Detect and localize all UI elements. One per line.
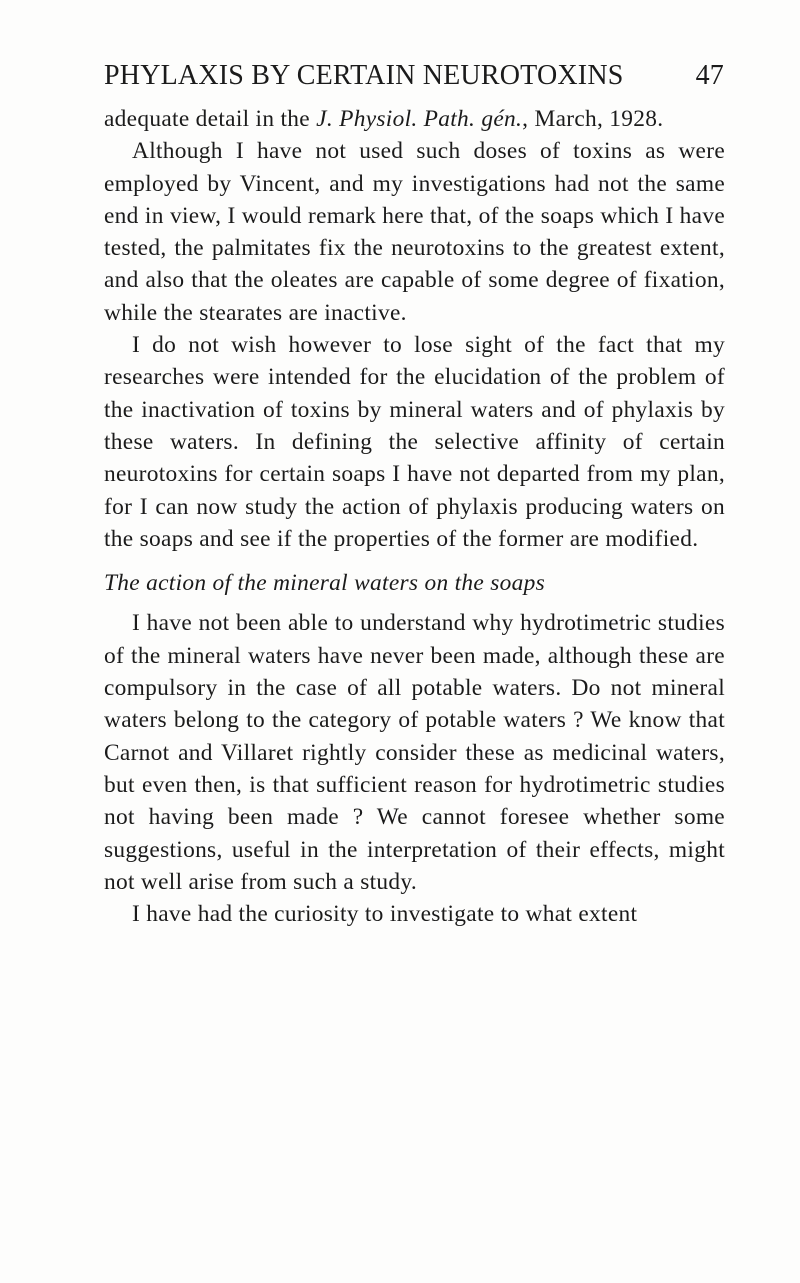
paragraph-4: I have not been able to understand why hydrotimetric studies of the mineral waters have never been made, although these are compulsory in the case of all potable waters. Do not mineral waters belong to the category of potable waters ? We know that Carnot and Villaret rightly consider these as medicinal waters, but even then, is that sufficient reason for hydrotimetric studies not having been made ? We cannot foresee whether some suggestions, useful in the interpretation of their effects, might not well arise from such a study.: [104, 610, 725, 895]
section-heading: The action of the mineral waters on the soaps: [104, 570, 546, 597]
paragraph-1-text-after: , March, 1928.: [522, 106, 664, 132]
journal-citation: J. Physiol. Path. gén.: [316, 106, 523, 132]
paragraph-5: I have had the curiosity to investigate to what extent: [132, 901, 638, 928]
body-text: [104, 103, 725, 930]
paragraph-2: Although I have not used such doses of toxins as were employed by Vincent, and my investigations had not the same end in view, I would remark here that, of the soaps which I have tested, the palmitates fix the neurotoxins to the greatest extent, and also that the oleates are capable of some degree of fixation, while the stearates are inactive.: [104, 138, 725, 326]
paragraph-3: I do not wish however to lose sight of the fact that my researches were intended for the elucidation of the problem of the inactivation of toxins by mineral waters and of phylaxis by these waters. In defining the selective affinity of certain neurotoxins for certain soaps I have not departed from my plan, for I can now study the action of phylaxis producing waters on the soaps and see if the properties of the former are modified.: [104, 332, 725, 552]
paragraph-continued: [104, 103, 725, 135]
page-number: 47: [695, 60, 724, 91]
running-head-title: PHYLAXIS BY CERTAIN NEUROTOXINS: [104, 60, 624, 91]
paragraph-1-text-before: adequate detail in the: [104, 106, 317, 132]
running-head: [104, 62, 724, 90]
